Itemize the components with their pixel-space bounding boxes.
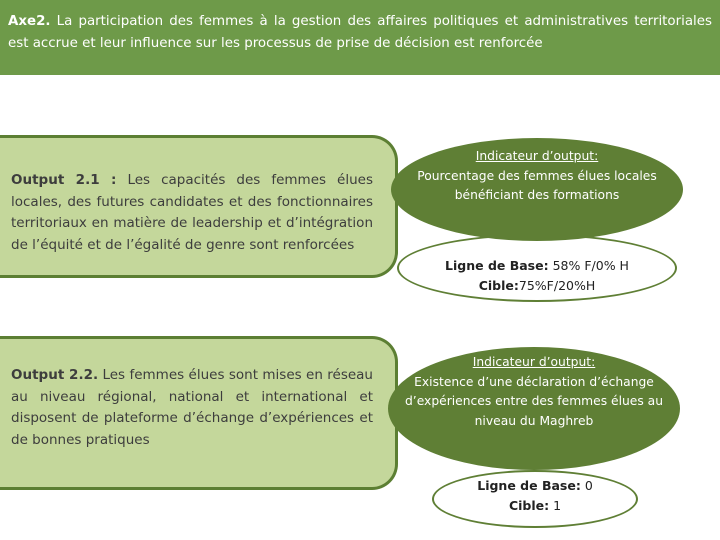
output-text: Les femmes élues sont mises en réseau au niveau régional, national et international et disposent de plateforme d’échange d’expériences et de bonnes pratiques (11, 367, 373, 448)
indicator-oval-2-1 (391, 138, 683, 241)
indicator-title: Indicateur d’output: (472, 355, 596, 369)
axis-title: La participation des femmes à la gestion des affaires politiques et administratives territoriales est accrue et leur influence sur les processus de prise de décision est renforcée (8, 14, 712, 51)
baseline-line (399, 256, 675, 276)
target-line (434, 496, 636, 516)
baseline-value: 58% F/0% H (552, 258, 629, 273)
axis-label: Axe2. (8, 14, 51, 29)
target-label: Cible: (478, 278, 519, 293)
target-value: 1 (553, 498, 562, 513)
output-label: Output 2.2. (11, 367, 99, 383)
baseline-value: 0 (584, 478, 593, 493)
output-text: Les capacités des femmes élues locales, des futures candidates et des fonctionnaires territoriaux en matière de leadership et d’intégration de l’équité et de l’égalité de genre sont renforcées (11, 172, 373, 253)
baseline-oval-2-2 (432, 470, 638, 528)
indicator-text: Pourcentage des femmes élues locales bénéficiant des formations (417, 168, 657, 202)
output-box-2-1 (0, 135, 398, 278)
output-box-2-2 (0, 336, 398, 490)
target-value: 75%F/20%H (518, 278, 596, 293)
indicator-title: Indicateur d’output: (475, 149, 599, 163)
indicator-text: Existence d’une déclaration d’échange d’expériences entre des femmes élues au niveau du Maghreb (404, 374, 664, 428)
baseline-oval-2-1 (397, 234, 677, 302)
baseline-label: Ligne de Base: (445, 258, 549, 273)
indicator-oval-2-2 (388, 347, 680, 470)
axis-header (0, 0, 720, 75)
baseline-line (434, 476, 636, 496)
target-label: Cible: (508, 498, 550, 513)
target-line (399, 276, 675, 296)
baseline-label: Ligne de Base: (477, 478, 581, 493)
output-label: Output 2.1 : (11, 172, 117, 188)
